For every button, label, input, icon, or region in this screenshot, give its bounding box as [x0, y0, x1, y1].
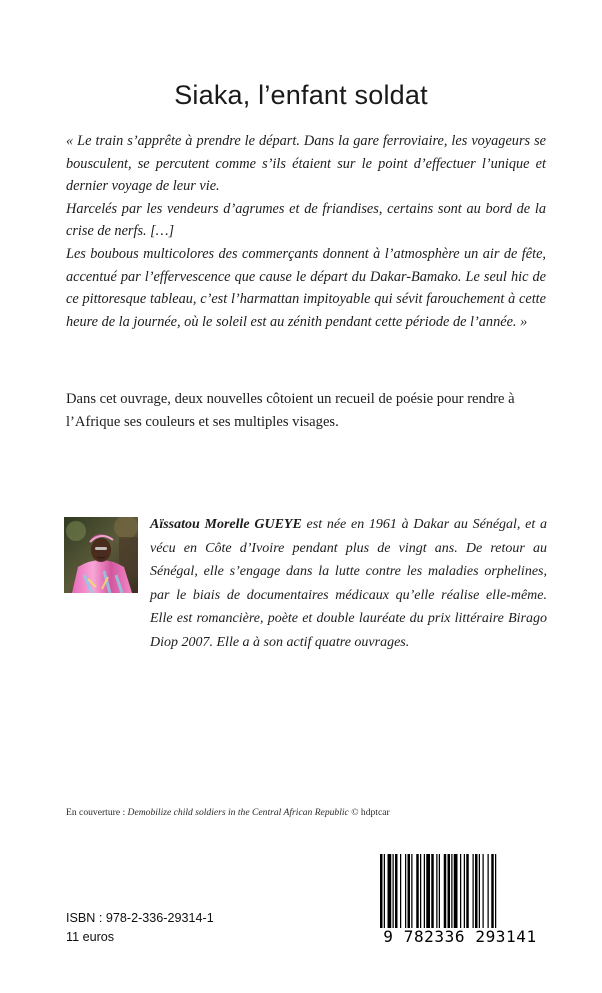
barcode-digits: 9 782336 293141 [372, 928, 548, 946]
isbn-number: ISBN : 978-2-336-29314-1 [66, 911, 214, 925]
cover-credit-copyright: © hdptcar [348, 807, 390, 818]
book-title: Siaka, l’enfant soldat [174, 80, 428, 111]
author-photo [64, 517, 138, 593]
author-portrait-image [64, 517, 138, 593]
excerpt-paragraph: Harcelés par les vendeurs d’agrumes et de friandises, certains sont au bord de la crise de nerfs. […] [66, 200, 546, 240]
author-name: Aïssatou Morelle GUEYE [150, 517, 302, 532]
publication-info [66, 909, 214, 947]
excerpt-paragraph: Les boubous multicolores des commerçants donnent à l’atmosphère un air de fête, accentué par l’effervescence que cause le départ du Dakar-Bamako. Le seul hic de ce pittoresque tableau, c’est l’harmattan impitoyable qui sévit farouchement à cette heure de la journée, où le soleil est au zénith pendant cette période de l’année. » [66, 245, 546, 330]
cover-credit-work: Demobilize child soldiers in the Central African Republic [127, 807, 349, 818]
book-summary: Dans cet ouvrage, deux nouvelles côtoient un recueil de poésie pour rendre à l’Afrique ses couleurs et ses multiples visages. [66, 391, 515, 430]
excerpt-paragraph: « Le train s’apprête à prendre le départ. Dans la gare ferroviaire, les voyageurs se bousculent, se percutent comme s’ils étaient sur le point d’effectuer l’unique et dernier voyage de leur vie. [66, 133, 546, 195]
cover-credit [66, 807, 390, 818]
book-price: 11 euros [66, 930, 115, 944]
barcode-bars [372, 850, 548, 930]
book-excerpt [66, 130, 546, 333]
author-bio-text: est née en 1961 à Dakar au Sénégal, et a vécu en Côte d’Ivoire pendant plus de vingt ans. De retour au Sénégal, elle s’engage dans la lutte contre les maladies orphelines, par le biais de documentaires médicaux qu’elle réalise elle-même. Elle est romancière, poète et double lauréate du prix littéraire Birago Diop 2007. Elle a à son actif quatre ouvrages. [150, 517, 547, 650]
isbn-barcode [372, 850, 548, 950]
cover-credit-label: En couverture : [66, 807, 128, 818]
author-biography [150, 513, 547, 655]
